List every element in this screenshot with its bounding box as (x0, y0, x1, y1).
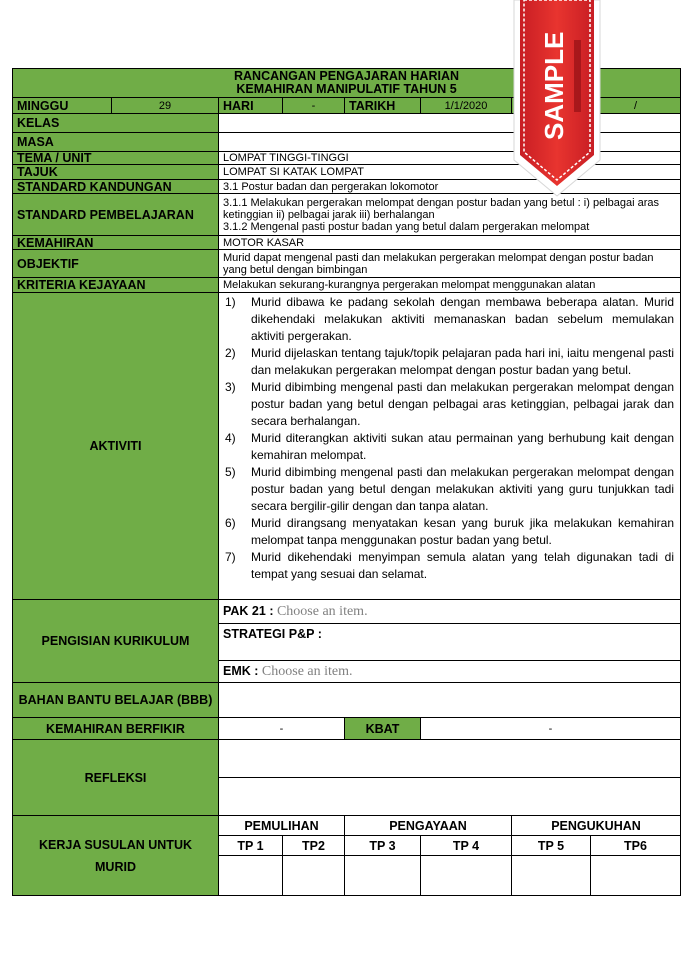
tp4-header: TP 4 (421, 836, 512, 856)
hari-label: HARI (219, 98, 283, 114)
kurikulum-label: PENGISIAN KURIKULUM (13, 600, 219, 683)
susulan-label: KERJA SUSULAN UNTUK MURID (13, 816, 219, 896)
aktiviti-content[interactable] (219, 293, 681, 600)
aktiviti-item: 1) Murid dibawa ke padang sekolah dengan membawa beberapa alatan. Murid dikehendaki melakukan aktiviti memanaskan badan sebelum memulakan aktiviti pergerakan. (225, 295, 675, 343)
form-title-line1: RANCANGAN PENGAJARAN HARIAN (234, 69, 460, 83)
tp3-cell[interactable] (345, 856, 421, 896)
tajuk-label: TAJUK (13, 165, 219, 180)
kelas-label: KELAS (13, 114, 219, 133)
tp1-header: TP 1 (219, 836, 283, 856)
pak21-label: PAK 21 : (223, 604, 274, 618)
sample-watermark-text: SAMPLE (539, 31, 569, 140)
masa-label: MASA (13, 133, 219, 152)
objektif-label: OBJEKTIF (13, 250, 219, 278)
bbb-value[interactable] (219, 683, 681, 718)
aktiviti-item: 7) Murid dikehendaki menyimpan semula alatan yang telah digunakan tadi di tempat yang sesuai dan selamat. (225, 550, 675, 581)
tarikh-label: TARIKH (345, 98, 421, 114)
tp1-cell[interactable] (219, 856, 283, 896)
tp3-header: TP 3 (345, 836, 421, 856)
refleksi-line2[interactable] (219, 778, 681, 816)
emk-label: EMK : (223, 664, 259, 678)
kriteria-label: KRITERIA KEJAYAAN (13, 278, 219, 293)
pak21-dropdown[interactable]: Choose an item. (276, 604, 368, 619)
tema-label: TEMA / UNIT (13, 152, 219, 165)
extra-value[interactable]: / (591, 98, 681, 114)
aktiviti-item: 4) Murid diterangkan aktiviti sukan atau permainan yang berhubung kait dengan kemahiran melompat. (225, 431, 675, 462)
tp6-cell[interactable] (591, 856, 681, 896)
kemahiran-label: KEMAHIRAN (13, 236, 219, 250)
tp2-header: TP2 (283, 836, 345, 856)
pemulihan-header: PEMULIHAN (219, 816, 345, 836)
masa-value[interactable] (219, 133, 681, 152)
minggu-label: MINGGU (13, 98, 112, 114)
sample-ribbon-watermark (512, 0, 602, 200)
sp-value[interactable] (219, 194, 681, 236)
aktiviti-item: 6) Murid dirangsang menyatakan kesan yang buruk jika melakukan kemahiran melompat tanpa menggunakan postur badan yang betul. (225, 516, 675, 547)
sk-value[interactable]: 3.1 Postur badan dan pergerakan lokomotor (219, 180, 681, 194)
aktiviti-label: AKTIVITI (13, 293, 219, 600)
emk-dropdown[interactable]: Choose an item. (261, 664, 353, 679)
emk-field[interactable] (219, 661, 681, 683)
strategi-label: STRATEGI P&P : (223, 627, 322, 641)
sp-line2: 3.1.2 Mengenal pasti postur badan yang betul dalam pergerakan melompat (223, 220, 590, 233)
kbat-label: KBAT (345, 718, 421, 740)
tp2-cell[interactable] (283, 856, 345, 896)
pak21-field[interactable] (219, 600, 681, 624)
form-title-line2: KEMAHIRAN MANIPULATIF TAHUN 5 (236, 82, 457, 96)
kbat-value[interactable]: - (421, 718, 681, 740)
tp6-header: TP6 (591, 836, 681, 856)
aktiviti-item: 2) Murid dijelaskan tentang tajuk/topik pelajaran pada hari ini, iaitu mengenal pasti dan melakukan pergerakan melompat dengan postur badan yang betul. (225, 346, 675, 377)
tp5-cell[interactable] (512, 856, 591, 896)
aktiviti-item: 3) Murid dibimbing mengenal pasti dan melakukan pergerakan melompat dengan postur badan yang betul dengan pelbagai aras ketinggian, pelbagai jarak dan secara berhalangan. (225, 380, 675, 428)
aktiviti-list (225, 294, 674, 583)
tp5-header: TP 5 (512, 836, 591, 856)
kemahiran-value[interactable]: MOTOR KASAR (219, 236, 681, 250)
minggu-value[interactable]: 29 (112, 98, 219, 114)
pengayaan-header: PENGAYAAN (345, 816, 512, 836)
kriteria-value[interactable]: Melakukan sekurang-kurangnya pergerakan melompat menggunakan alatan (219, 278, 681, 293)
tarikh-value[interactable]: 1/1/2020 (421, 98, 512, 114)
sp-line1: 3.1.1 Melakukan pergerakan melompat dengan postur badan yang betul : i) pelbagai aras ketinggian ii) pelbagai jarak iii) berhalangan (223, 196, 660, 221)
sk-label: STANDARD KANDUNGAN (13, 180, 219, 194)
kelas-value[interactable] (219, 114, 681, 133)
bbb-label: BAHAN BANTU BELAJAR (BBB) (13, 683, 219, 718)
refleksi-label: REFLEKSI (13, 740, 219, 816)
tajuk-value[interactable]: LOMPAT SI KATAK LOMPAT (219, 165, 681, 180)
sp-label: STANDARD PEMBELAJARAN (13, 194, 219, 236)
refleksi-line1[interactable] (219, 740, 681, 778)
pengukuhan-header: PENGUKUHAN (512, 816, 681, 836)
berfikir-label: KEMAHIRAN BERFIKIR (13, 718, 219, 740)
aktiviti-item: 5) Murid dibimbing mengenal pasti dan melakukan pergerakan melompat dengan postur badan yang betul dengan melakukan aktiviti yang guru tunjukkan tadi secara bergilir-gilir dengan dan tanpa alatan. (225, 465, 675, 513)
tema-value[interactable]: LOMPAT TINGGI-TINGGI (219, 152, 681, 165)
ribbon-small-label (574, 40, 581, 112)
strategi-field[interactable] (219, 624, 681, 661)
berfikir-value[interactable]: - (219, 718, 345, 740)
hari-value[interactable]: - (283, 98, 345, 114)
tp4-cell[interactable] (421, 856, 512, 896)
objektif-value[interactable]: Murid dapat mengenal pasti dan melakukan pergerakan melompat dengan postur badan yang betul dengan bimbingan (219, 250, 681, 278)
